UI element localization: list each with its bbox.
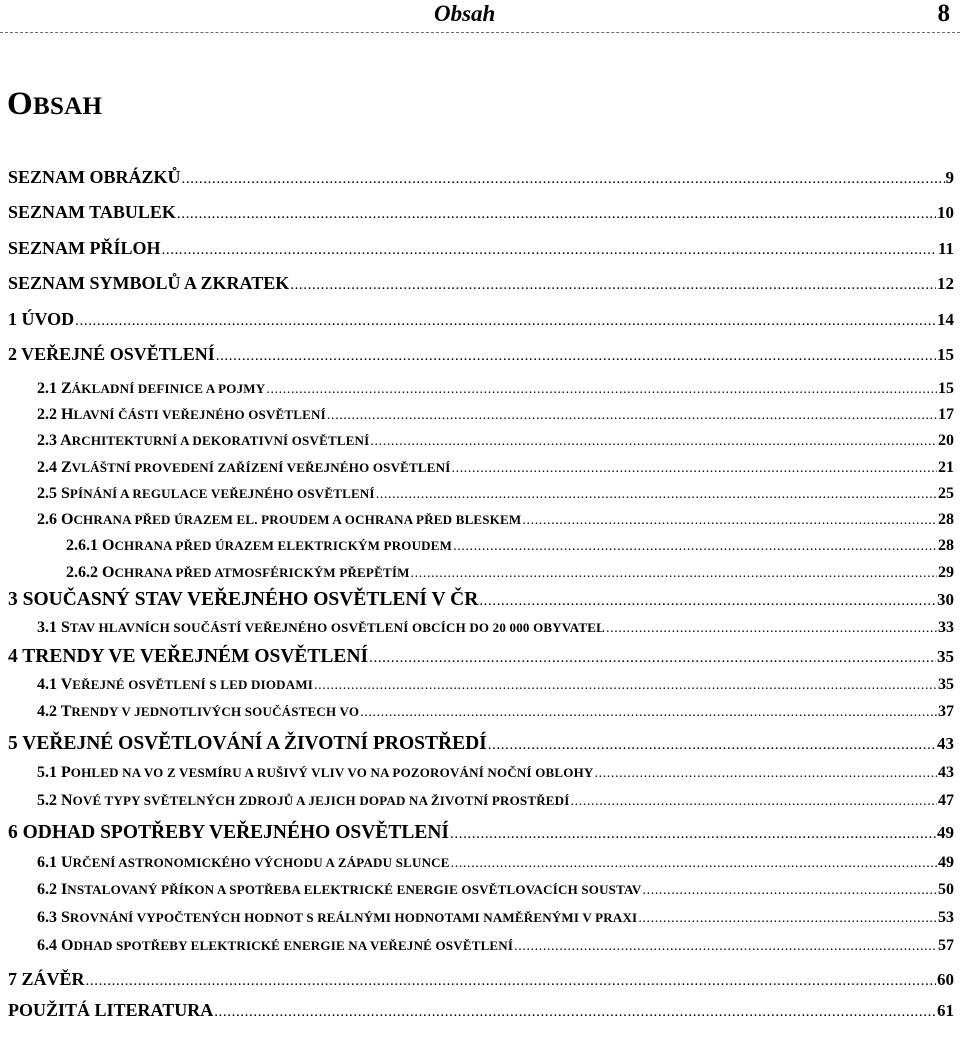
dot-leader: [75, 314, 936, 329]
toc-entry-label: [37, 620, 605, 636]
toc-entry-label: [8, 734, 487, 754]
toc-entry-initial: O: [102, 564, 115, 581]
toc-entry-text: 1 ÚVOD: [8, 309, 75, 329]
toc-entry-label: [8, 647, 368, 667]
dot-leader: [514, 940, 937, 954]
toc-entry-page: 47: [938, 792, 954, 809]
toc-entry[interactable]: [37, 433, 954, 449]
toc-entry-initial: Z: [61, 380, 72, 397]
toc-entry-page: 30: [937, 590, 954, 609]
toc-entry-initial: O: [61, 511, 74, 528]
toc-entry-page: 33: [938, 619, 954, 636]
toc-entry[interactable]: [37, 855, 954, 871]
toc-entry-label: [8, 970, 85, 988]
toc-entry-text: LAVNÍ ČÁSTI VEŘEJNÉHO OSVĚTLENÍ: [73, 407, 326, 422]
toc-entry-text: SEZNAM TABULEK: [8, 202, 176, 222]
toc-entry-page: 14: [937, 310, 954, 329]
toc-entry[interactable]: [8, 1001, 954, 1020]
toc-entry-number: 6.3: [37, 909, 57, 926]
title-rest: BSAH: [32, 93, 103, 120]
toc-entry[interactable]: [66, 565, 954, 581]
toc-entry[interactable]: [37, 512, 954, 528]
toc-entry-label: [8, 168, 181, 186]
toc-entry-page: 37: [938, 703, 954, 720]
toc-entry-text: EŘEJNÉ OSVĚTLENÍ S LED DIODAMI: [72, 677, 314, 692]
page-title: [7, 86, 102, 123]
toc-entry[interactable]: [37, 677, 954, 693]
toc-entry-label: [37, 910, 637, 926]
toc-entry-initial: Z: [61, 459, 72, 476]
toc-entry-number: 3.1: [37, 619, 57, 636]
toc-entry[interactable]: [37, 407, 954, 423]
toc-entry-label: [66, 538, 452, 554]
toc-entry-page: 20: [938, 432, 954, 449]
toc-entry-page: 11: [937, 239, 954, 258]
dot-leader: [266, 383, 937, 397]
toc-entry-text: RENDY V JEDNOTLIVÝCH SOUČÁSTECH VO: [71, 704, 360, 719]
dot-leader: [638, 912, 937, 926]
toc-entry-initial: O: [102, 537, 115, 554]
toc-entry-label: [37, 938, 513, 954]
toc-entry-label: [37, 460, 451, 476]
toc-entry-page: 29: [938, 564, 954, 581]
page-header: [0, 0, 960, 33]
dot-leader: [522, 514, 937, 528]
toc-entry-label: [37, 765, 594, 781]
dot-leader: [162, 243, 937, 258]
dot-leader: [290, 278, 936, 293]
toc-entry[interactable]: [8, 970, 954, 989]
toc-entry-text: OHLED NA VO Z VESMÍRU A RUŠIVÝ VLIV VO NA POZOROVÁNÍ NOČNÍ OBLOHY: [70, 765, 594, 780]
toc-entry-page: 15: [937, 345, 954, 364]
toc-entry[interactable]: [37, 620, 954, 636]
toc-entry-initial: O: [61, 937, 74, 954]
toc-entry[interactable]: [8, 647, 954, 667]
toc-entry[interactable]: [37, 910, 954, 926]
toc-entry-page: 49: [938, 854, 954, 871]
dot-leader: [643, 884, 937, 898]
toc-entry-number: 2.5: [37, 485, 57, 502]
toc-entry-number: 2.3: [37, 432, 57, 449]
toc-entry-initial: U: [61, 854, 73, 871]
toc-entry-initial: T: [60, 703, 72, 720]
dot-leader: [177, 207, 936, 222]
toc-entry-label: [8, 345, 215, 363]
toc-entry-label: [37, 512, 521, 528]
toc-entry-text: RČENÍ ASTRONOMICKÉHO VÝCHODU A ZÁPADU SLUNCE: [72, 855, 450, 870]
toc-entry[interactable]: [37, 765, 954, 781]
toc-entry[interactable]: [8, 345, 954, 364]
running-header-title: Obsah: [434, 1, 496, 26]
toc-entry-page: 43: [938, 764, 954, 781]
toc-entry-text: 6 ODHAD SPOTŘEBY VEŘEJNÉHO OSVĚTLENÍ: [8, 822, 450, 843]
toc-entry-text: CHRANA PŘED ÚRAZEM ELEKTRICKÝM PROUDEM: [114, 538, 453, 553]
toc-entry-text: SEZNAM OBRÁZKŮ: [8, 167, 181, 187]
toc-entry-number: 6.2: [37, 881, 57, 898]
toc-entry-page: 57: [938, 937, 954, 954]
toc-entry[interactable]: [37, 460, 954, 476]
toc-entry-page: 21: [938, 459, 954, 476]
toc-entry-initial: A: [60, 432, 72, 449]
toc-entry[interactable]: [8, 310, 954, 329]
dot-leader: [327, 409, 937, 423]
toc-entry-page: 43: [937, 734, 954, 753]
toc-entry-label: [66, 565, 410, 581]
dot-leader: [376, 488, 937, 502]
toc-entry[interactable]: [8, 823, 954, 843]
toc-entry-label: [8, 1001, 213, 1019]
toc-entry[interactable]: [37, 938, 954, 954]
page-number: 8: [937, 0, 950, 27]
toc-entry[interactable]: [8, 239, 954, 258]
toc-entry-label: [37, 677, 313, 693]
dot-leader: [370, 435, 937, 449]
toc-entry-text: SEZNAM PŘÍLOH: [8, 238, 161, 258]
toc-entry-page: 50: [938, 881, 954, 898]
toc-entry-number: 6.4: [37, 937, 57, 954]
toc-entry-number: 2.6: [37, 511, 57, 528]
toc-entry[interactable]: [8, 734, 954, 754]
toc-entry-label: [37, 882, 642, 898]
toc-entry[interactable]: [37, 704, 954, 720]
dot-leader: [360, 706, 937, 720]
dot-leader: [216, 349, 936, 364]
toc-entry-label: [37, 433, 369, 449]
toc-entry-page: 9: [945, 168, 954, 187]
toc-entry-page: 61: [937, 1001, 954, 1020]
toc-entry-number: 4.2: [37, 703, 57, 720]
toc-entry-text: 3 SOUČASNÝ STAV VEŘEJNÉHO OSVĚTLENÍ V ČR: [8, 589, 479, 610]
toc-entry-number: 2.4: [37, 459, 57, 476]
toc-entry-page: 35: [938, 676, 954, 693]
toc-entry-text: VLÁŠTNÍ PROVEDENÍ ZAŘÍZENÍ VEŘEJNÉHO OSVĚTLENÍ: [71, 460, 451, 475]
toc-entry-label: [8, 823, 449, 843]
dot-leader: [214, 1005, 936, 1020]
title-initial: O: [7, 86, 33, 122]
toc-entry-label: [8, 310, 74, 328]
toc-entry-page: 53: [938, 909, 954, 926]
toc-entry-text: TAV HLAVNÍCH SOUČÁSTÍ VEŘEJNÉHO OSVĚTLENÍ OBCÍCH DO 20 000 OBYVATEL: [69, 620, 606, 635]
dot-leader: [571, 795, 937, 809]
dot-leader: [451, 857, 937, 871]
toc-entry-text: ROVNÁNÍ VYPOČTENÝCH HODNOT S REÁLNÝMI HODNOTAMI NAMĚŘENÝMI V PRAXI: [69, 910, 638, 925]
toc-entry-number: 5.1: [37, 764, 57, 781]
toc-entry-text: CHRANA PŘED ÚRAZEM EL. PROUDEM A OCHRANA PŘED BLESKEM: [73, 512, 522, 527]
toc-entry-text: POUŽITÁ LITERATURA: [8, 1000, 214, 1020]
toc-entry[interactable]: [37, 486, 954, 502]
toc-entry-number: 4.1: [37, 676, 57, 693]
dot-leader: [606, 622, 937, 636]
toc-entry-initial: N: [61, 792, 73, 809]
toc-entry-initial: S: [61, 485, 70, 502]
toc-entry-text: RCHITEKTURNÍ A DEKORATIVNÍ OSVĚTLENÍ: [71, 433, 370, 448]
toc-entry-label: [8, 274, 289, 292]
toc-entry-number: 5.2: [37, 792, 57, 809]
toc-entry-label: [37, 407, 326, 423]
toc-entry-text: OVÉ TYPY SVĚTELNÝCH ZDROJŮ A JEJICH DOPAD NA ŽIVOTNÍ PROSTŘEDÍ: [72, 793, 570, 808]
toc-entry-text: DHAD SPOTŘEBY ELEKTRICKÉ ENERGIE NA VEŘEJNÉ OSVĚTLENÍ: [73, 938, 514, 953]
toc-entry[interactable]: [8, 590, 954, 610]
toc-entry-label: [8, 203, 176, 221]
toc-entry-text: 5 VEŘEJNÉ OSVĚTLOVÁNÍ A ŽIVOTNÍ PROSTŘEDÍ: [8, 733, 487, 754]
toc-entry-page: 12: [937, 274, 954, 293]
toc-entry-initial: I: [61, 881, 68, 898]
toc-entry-page: 49: [937, 823, 954, 842]
toc-entry[interactable]: [8, 168, 954, 187]
toc-entry-label: [37, 855, 450, 871]
toc-entry[interactable]: [37, 793, 954, 809]
dot-leader: [314, 679, 937, 693]
dot-leader: [411, 567, 937, 581]
toc-entry-label: [37, 381, 265, 397]
toc-entry-text: NSTALOVANÝ PŘÍKON A SPOTŘEBA ELEKTRICKÉ ENERGIE OSVĚTLOVACÍCH SOUSTAV: [67, 882, 642, 897]
toc-entry-initial: V: [60, 676, 73, 693]
toc-entry-label: [8, 590, 478, 610]
toc-entry-page: 35: [937, 647, 954, 666]
toc-entry-text: SEZNAM SYMBOLŮ A ZKRATEK: [8, 273, 290, 293]
toc-entry[interactable]: [66, 538, 954, 554]
toc-entry-label: [8, 239, 161, 257]
toc-entry[interactable]: [8, 274, 954, 293]
toc-entry-text: PÍNÁNÍ A REGULACE VEŘEJNÉHO OSVĚTLENÍ: [69, 486, 375, 501]
toc-entry-initial: H: [61, 406, 74, 423]
dot-leader: [479, 594, 936, 609]
toc-entry-text: ÁKLADNÍ DEFINICE A POJMY: [71, 381, 266, 396]
dot-leader: [369, 651, 936, 666]
toc-entry-page: 15: [938, 380, 954, 397]
toc-entry-number: 6.1: [37, 854, 57, 871]
dot-leader: [453, 540, 937, 554]
toc-entry-page: 25: [938, 485, 954, 502]
toc-entry-text: 2 VEŘEJNÉ OSVĚTLENÍ: [8, 344, 215, 364]
dot-leader: [450, 827, 936, 842]
toc-entry-page: 17: [938, 406, 954, 423]
toc-entry-initial: P: [61, 764, 71, 781]
toc-entry-text: 7 ZÁVĚR: [8, 969, 85, 989]
toc-entry[interactable]: [8, 203, 954, 222]
toc-entry-page: 10: [937, 203, 954, 222]
toc-entry-number: 2.2: [37, 406, 57, 423]
toc-entry-initial: S: [61, 909, 70, 926]
toc-entry-label: [37, 704, 359, 720]
toc-entry-label: [37, 793, 570, 809]
toc-entry[interactable]: [37, 882, 954, 898]
dot-leader: [488, 738, 936, 753]
toc-entry-number: 2.6.2: [66, 564, 98, 581]
dot-leader: [86, 974, 936, 989]
toc-entry-page: 28: [938, 511, 954, 528]
toc-entry[interactable]: [37, 381, 954, 397]
toc-entry-page: 60: [937, 970, 954, 989]
dot-leader: [452, 462, 938, 476]
dot-leader: [182, 172, 945, 187]
toc-entry-initial: S: [61, 619, 70, 636]
toc-entry-number: 2.6.1: [66, 537, 98, 554]
toc-entry-number: 2.1: [37, 380, 57, 397]
toc-entry-page: 28: [938, 537, 954, 554]
toc-entry-text: 4 TRENDY VE VEŘEJNÉM OSVĚTLENÍ: [8, 646, 369, 667]
toc-entry-text: CHRANA PŘED ATMOSFÉRICKÝM PŘEPĚTÍM: [114, 565, 410, 580]
toc-entry-label: [37, 486, 375, 502]
dot-leader: [595, 767, 938, 781]
